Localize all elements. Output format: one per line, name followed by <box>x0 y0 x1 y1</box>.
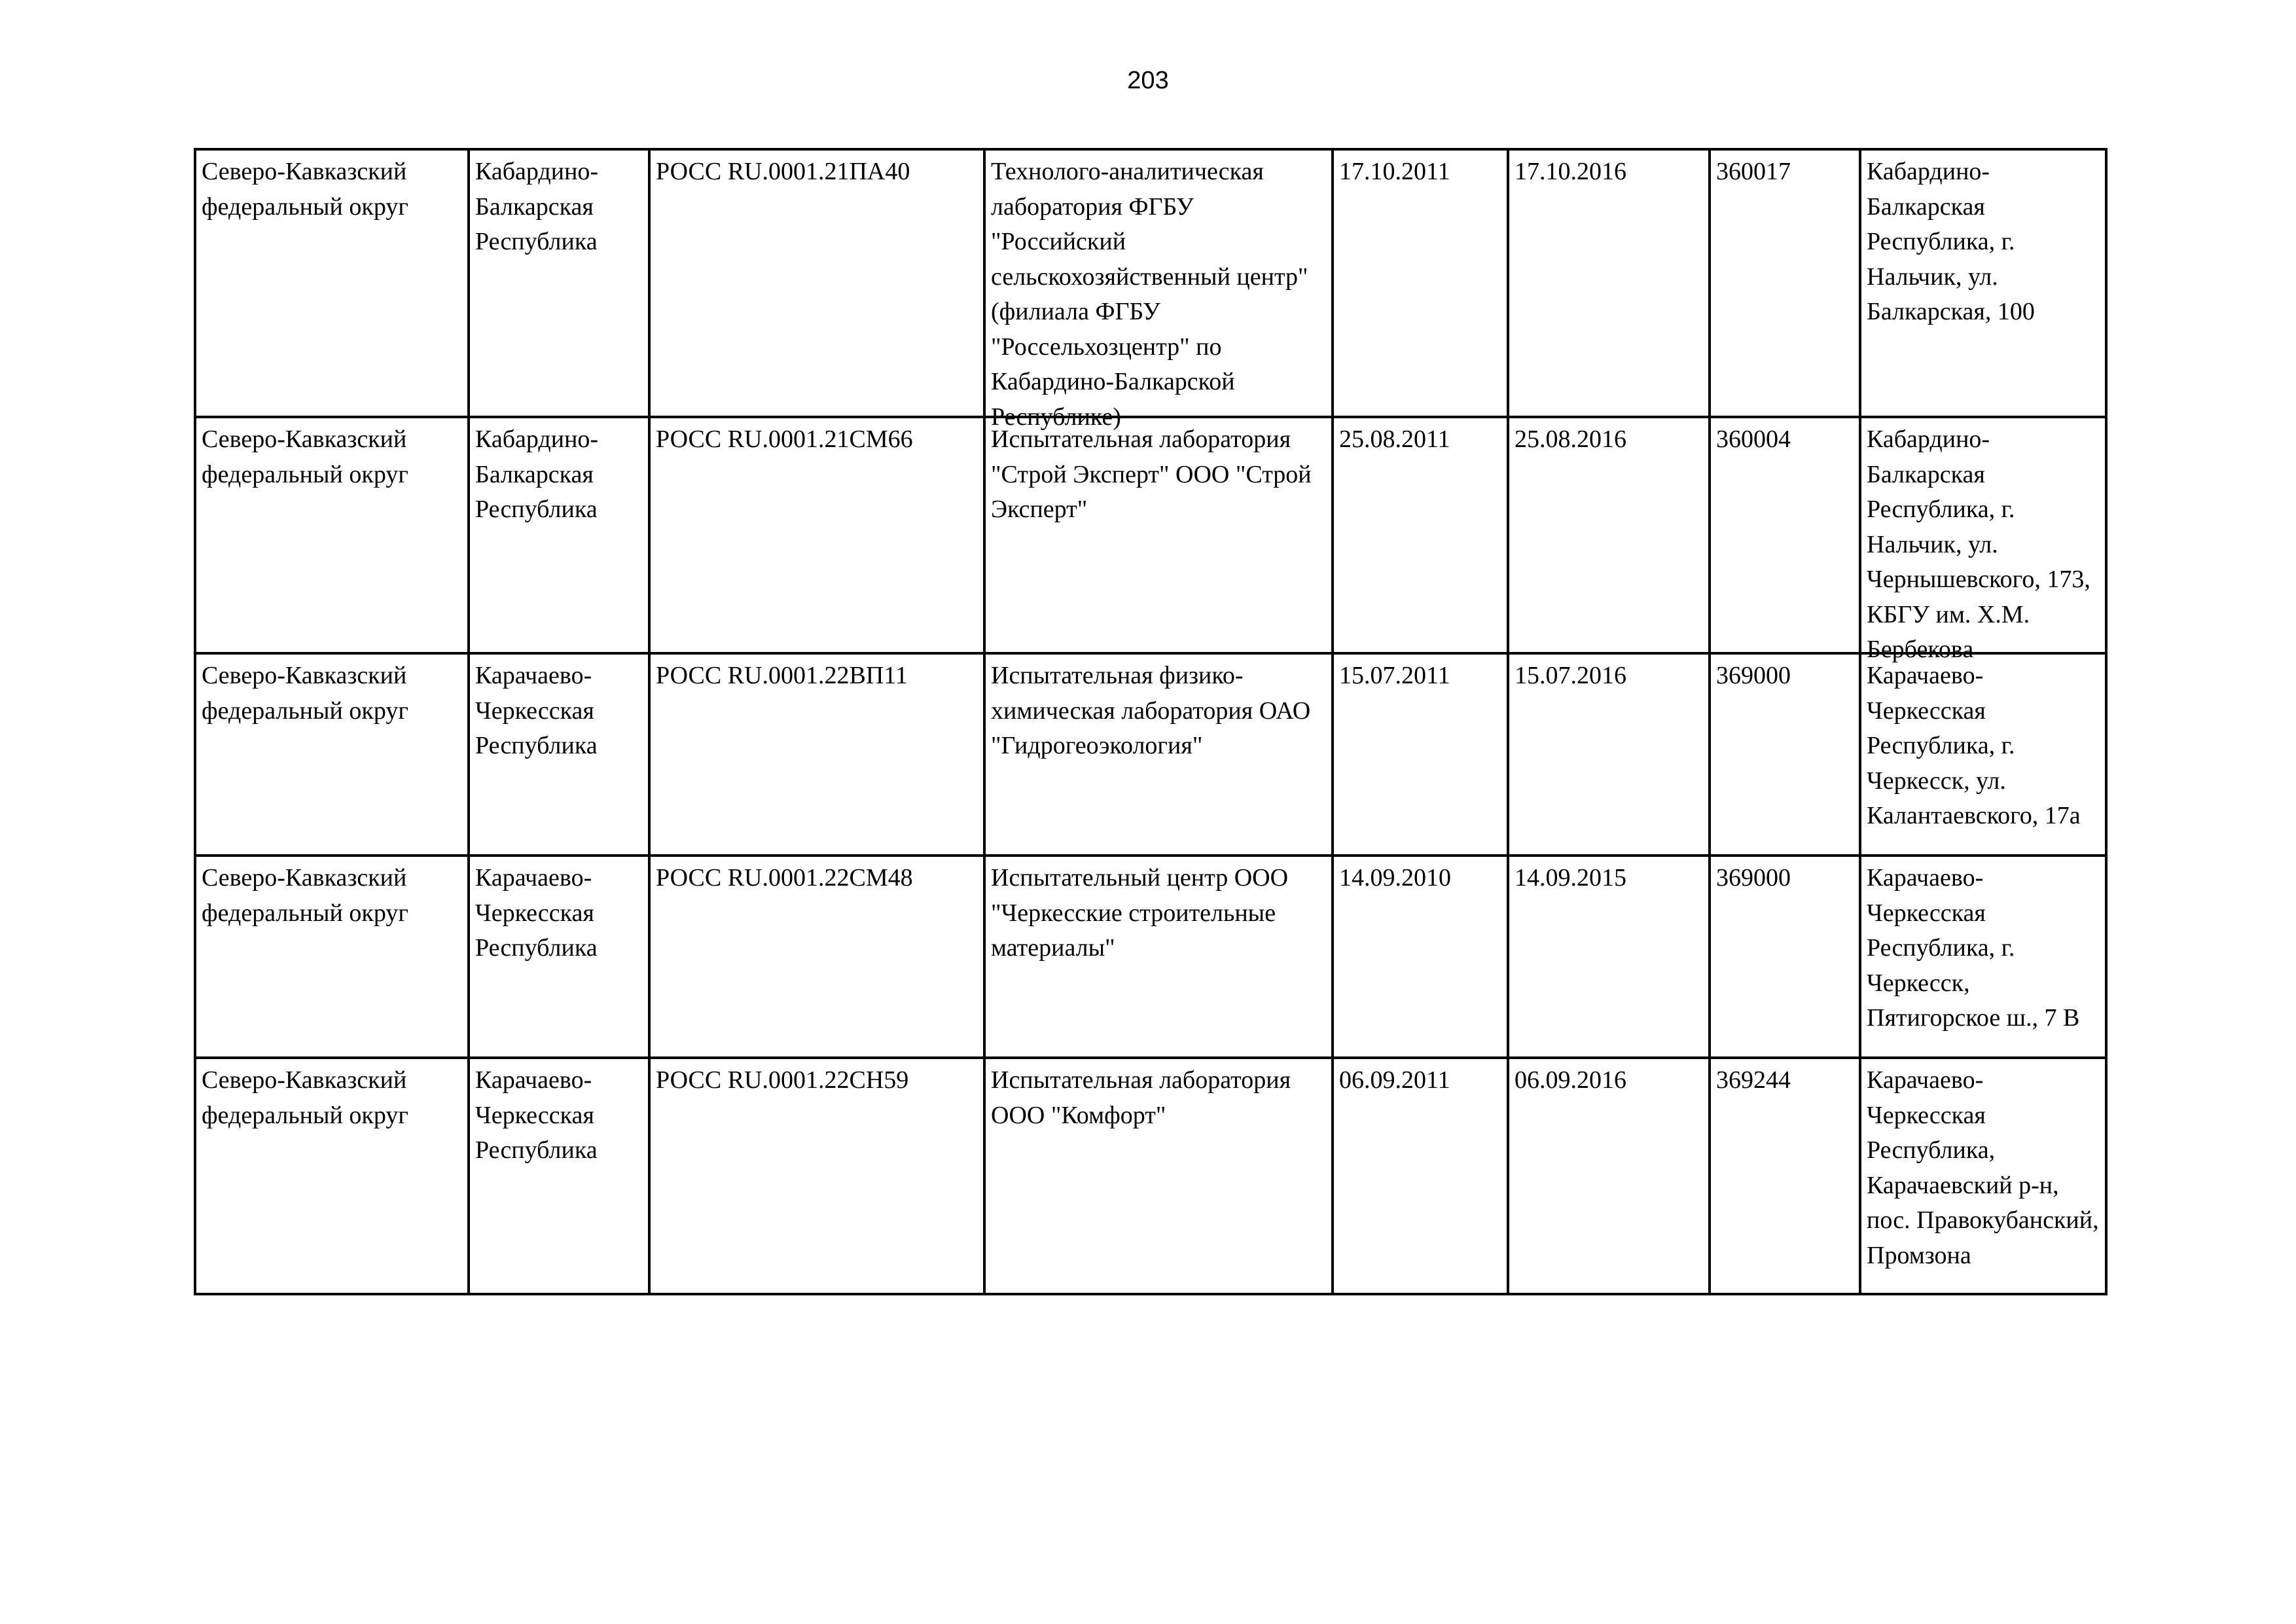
postcode-cell: 369000 <box>1710 856 1860 1058</box>
address-cell: Кабардино-Балкарская Республика, г. Нальчик, ул. Чернышевского, 173, КБГУ им. Х.М. Бербекова <box>1860 417 2106 653</box>
postcode-cell: 369244 <box>1710 1058 1860 1294</box>
lab-name-cell: Технолого-аналитическая лаборатория ФГБУ "Российский сельскохозяйственный центр" (филиала ФГБУ "Россельхозцентр" по Кабардино-Балкарской Республике) <box>984 149 1333 417</box>
lab-name-cell: Испытательная лаборатория ООО "Комфорт" <box>984 1058 1333 1294</box>
table-row <box>195 417 2106 653</box>
table-row <box>195 149 2106 417</box>
page-number: 203 <box>1127 67 1169 94</box>
reg-number-cell: РОСС RU.0001.22ВП11 <box>649 653 984 856</box>
district-cell: Северо-Кавказский федеральный округ <box>195 856 469 1058</box>
table-row <box>195 1058 2106 1294</box>
reg-number-cell: РОСС RU.0001.22СН59 <box>649 1058 984 1294</box>
region-cell: Кабардино-Балкарская Республика <box>469 417 649 653</box>
date-from-cell: 15.07.2011 <box>1333 653 1508 856</box>
date-from-cell: 14.09.2010 <box>1333 856 1508 1058</box>
table-row <box>195 856 2106 1058</box>
date-from-cell: 25.08.2011 <box>1333 417 1508 653</box>
postcode-cell: 360017 <box>1710 149 1860 417</box>
date-from-cell: 06.09.2011 <box>1333 1058 1508 1294</box>
address-cell: Карачаево-Черкесская Республика, г. Черкесск, Пятигорское ш., 7 В <box>1860 856 2106 1058</box>
region-cell: Кабардино-Балкарская Республика <box>469 149 649 417</box>
lab-name-cell: Испытательный центр ООО "Черкесские строительные материалы" <box>984 856 1333 1058</box>
date-to-cell: 25.08.2016 <box>1508 417 1710 653</box>
district-cell: Северо-Кавказский федеральный округ <box>195 653 469 856</box>
reg-number-cell: РОСС RU.0001.21ПА40 <box>649 149 984 417</box>
address-cell: Кабардино-Балкарская Республика, г. Нальчик, ул. Балкарская, 100 <box>1860 149 2106 417</box>
lab-name-cell: Испытательная физико-химическая лаборатория ОАО "Гидрогеоэкология" <box>984 653 1333 856</box>
region-cell: Карачаево-Черкесская Республика <box>469 856 649 1058</box>
date-to-cell: 14.09.2015 <box>1508 856 1710 1058</box>
reg-number-cell: РОСС RU.0001.22СМ48 <box>649 856 984 1058</box>
address-cell: Карачаево-Черкесская Республика, г. Черкесск, ул. Калантаевского, 17а <box>1860 653 2106 856</box>
registry-table <box>194 148 2108 1295</box>
date-from-cell: 17.10.2011 <box>1333 149 1508 417</box>
district-cell: Северо-Кавказский федеральный округ <box>195 1058 469 1294</box>
region-cell: Карачаево-Черкесская Республика <box>469 653 649 856</box>
date-to-cell: 15.07.2016 <box>1508 653 1710 856</box>
postcode-cell: 369000 <box>1710 653 1860 856</box>
reg-number-cell: РОСС RU.0001.21СМ66 <box>649 417 984 653</box>
lab-name-cell: Испытательная лаборатория "Строй Эксперт" ООО "Строй Эксперт" <box>984 417 1333 653</box>
district-cell: Северо-Кавказский федеральный округ <box>195 149 469 417</box>
table-row <box>195 653 2106 856</box>
district-cell: Северо-Кавказский федеральный округ <box>195 417 469 653</box>
postcode-cell: 360004 <box>1710 417 1860 653</box>
date-to-cell: 17.10.2016 <box>1508 149 1710 417</box>
region-cell: Карачаево-Черкесская Республика <box>469 1058 649 1294</box>
date-to-cell: 06.09.2016 <box>1508 1058 1710 1294</box>
address-cell: Карачаево-Черкесская Республика, Карачаевский р-н, пос. Правокубанский, Промзона <box>1860 1058 2106 1294</box>
